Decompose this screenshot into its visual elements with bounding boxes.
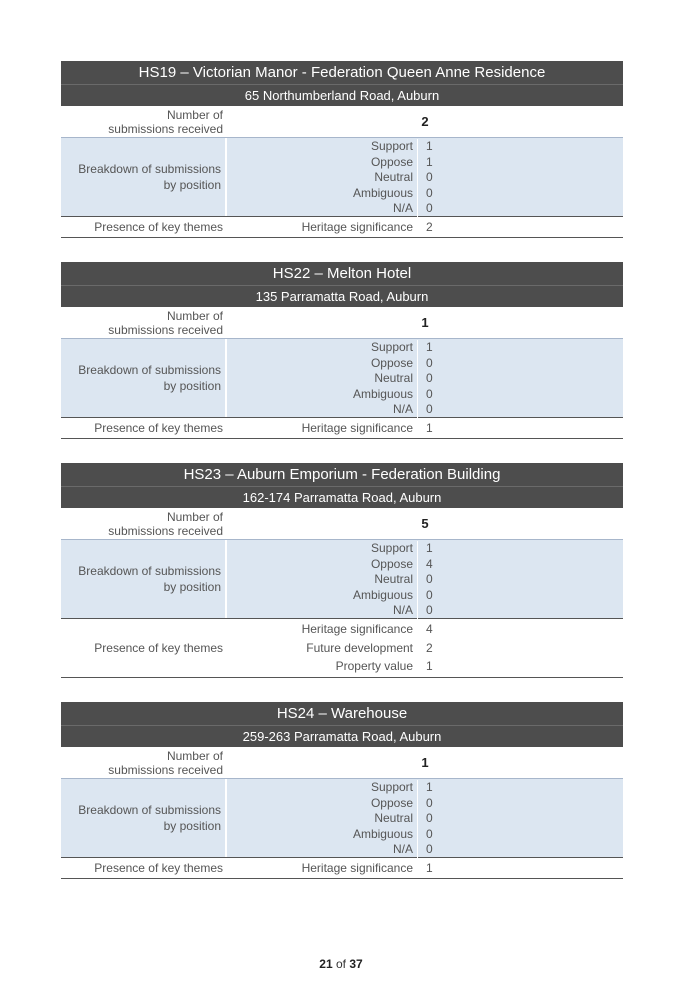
position-ambiguous: Ambiguous 0 — [227, 186, 623, 202]
card-title: HS22 – Melton Hotel — [272, 265, 412, 282]
heritage-card-hs19 — [61, 61, 623, 238]
card-header — [61, 61, 623, 106]
position-oppose: Oppose 0 — [227, 356, 623, 372]
breakdown-label: Breakdown of submissions by position — [61, 339, 227, 417]
position-neutral: Neutral 0 — [227, 170, 623, 186]
breakdown-label: Breakdown of submissions by position — [61, 138, 227, 216]
card-header — [61, 463, 623, 508]
position-ambiguous: Ambiguous 0 — [227, 827, 623, 843]
card-header — [61, 702, 623, 747]
themes-label: Presence of key themes — [94, 861, 223, 875]
theme-item: Property value 1 — [227, 657, 623, 676]
submissions-count: 1 — [421, 315, 429, 330]
heritage-card-hs23 — [61, 463, 623, 678]
themes-label: Presence of key themes — [94, 640, 223, 655]
breakdown-label: Breakdown of submissions by position — [61, 540, 227, 618]
card-address: 162-174 Parramatta Road, Auburn — [61, 486, 623, 508]
page-of: of — [335, 957, 346, 971]
position-list — [227, 339, 623, 417]
position-support: Support 1 — [227, 340, 623, 356]
position-breakdown-row — [61, 540, 623, 619]
themes-list — [227, 217, 623, 237]
card-address: 65 Northumberland Road, Auburn — [61, 84, 623, 106]
theme-item: Heritage significance 4 — [227, 620, 623, 639]
position-list — [227, 138, 623, 216]
submissions-count: 2 — [421, 114, 429, 129]
submissions-label: Number of submissions received — [108, 309, 223, 337]
position-list — [227, 779, 623, 857]
themes-label: Presence of key themes — [94, 421, 223, 435]
position-na: N/A 0 — [227, 603, 623, 619]
themes-list — [227, 418, 623, 438]
position-breakdown-row — [61, 779, 623, 858]
submissions-row — [61, 307, 623, 339]
position-na: N/A 0 — [227, 842, 623, 858]
themes-list — [227, 858, 623, 878]
position-oppose: Oppose 4 — [227, 557, 623, 573]
theme-item: Heritage significance 2 — [227, 218, 623, 236]
themes-label: Presence of key themes — [94, 220, 223, 234]
current-page: 21 — [319, 957, 333, 971]
position-list — [227, 540, 623, 618]
submissions-label: Number of submissions received — [108, 510, 223, 538]
position-na: N/A 0 — [227, 402, 623, 418]
themes-row — [61, 619, 623, 678]
submissions-label: Number of submissions received — [108, 108, 223, 136]
position-oppose: Oppose 0 — [227, 796, 623, 812]
card-title: HS24 – Warehouse — [276, 705, 408, 722]
card-address: 135 Parramatta Road, Auburn — [61, 285, 623, 307]
theme-item: Future development 2 — [227, 639, 623, 658]
submissions-row — [61, 106, 623, 138]
themes-row — [61, 418, 623, 439]
position-neutral: Neutral 0 — [227, 811, 623, 827]
card-title: HS19 – Victorian Manor - Federation Queen Anne Residence — [138, 64, 546, 81]
position-breakdown-row — [61, 138, 623, 217]
page-number — [0, 957, 682, 971]
theme-item: Heritage significance 1 — [227, 859, 623, 877]
submissions-count: 1 — [421, 755, 429, 770]
theme-item: Heritage significance 1 — [227, 419, 623, 437]
submissions-count: 5 — [421, 516, 429, 531]
themes-list — [227, 619, 623, 677]
card-address: 259-263 Parramatta Road, Auburn — [61, 725, 623, 747]
breakdown-label: Breakdown of submissions by position — [61, 779, 227, 857]
heritage-card-hs24 — [61, 702, 623, 879]
position-oppose: Oppose 1 — [227, 155, 623, 171]
card-header — [61, 262, 623, 307]
position-neutral: Neutral 0 — [227, 371, 623, 387]
position-ambiguous: Ambiguous 0 — [227, 387, 623, 403]
submissions-label: Number of submissions received — [108, 749, 223, 777]
position-ambiguous: Ambiguous 0 — [227, 588, 623, 604]
position-support: Support 1 — [227, 541, 623, 557]
position-na: N/A 0 — [227, 201, 623, 217]
position-breakdown-row — [61, 339, 623, 418]
position-support: Support 1 — [227, 780, 623, 796]
themes-row — [61, 217, 623, 238]
themes-row — [61, 858, 623, 879]
position-support: Support 1 — [227, 139, 623, 155]
position-neutral: Neutral 0 — [227, 572, 623, 588]
heritage-card-hs22 — [61, 262, 623, 439]
total-pages: 37 — [349, 957, 363, 971]
submissions-row — [61, 747, 623, 779]
submissions-row — [61, 508, 623, 540]
card-title: HS23 – Auburn Emporium - Federation Building — [183, 466, 501, 483]
